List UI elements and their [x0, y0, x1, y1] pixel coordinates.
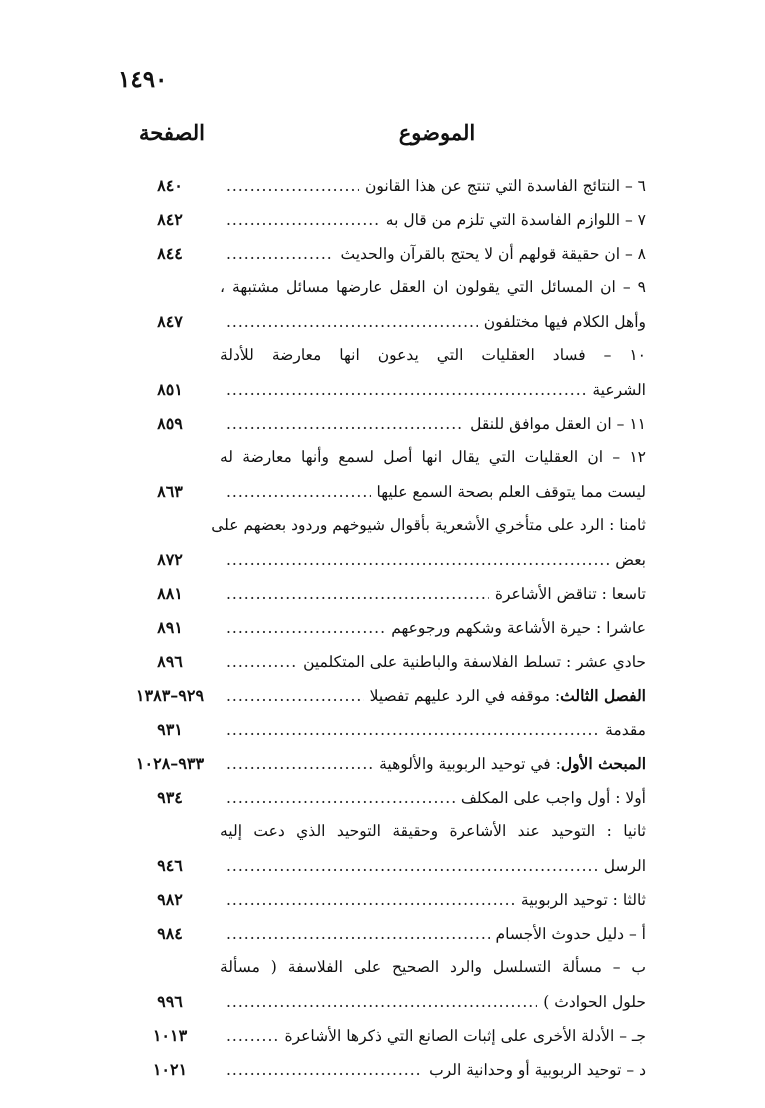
dot-leader: [226, 483, 371, 501]
toc-entry-page: ٩٤٦: [157, 856, 183, 875]
toc-entry-title: وأهل الكلام فيها مختلفون: [483, 313, 646, 331]
toc-entry-title: ليست مما يتوقف العلم بصحة السمع عليها: [376, 483, 646, 501]
toc-entry-page: ٩٣٤: [157, 788, 183, 807]
toc-entry-page: ٩٣٣–١٠٢٨: [135, 754, 205, 773]
toc-entry-title: مقدمة: [605, 721, 646, 739]
toc-entry: [120, 992, 646, 1026]
toc-entry-title: حادي عشر : تسلط الفلاسفة والباطنية على المتكلمين: [303, 653, 646, 671]
toc-entry-page: ٨٤٢: [157, 210, 183, 229]
dot-leader: [226, 925, 490, 943]
toc-entry-title: حلول الحوادث ): [543, 993, 646, 1011]
dot-leader: [226, 313, 478, 331]
toc-entry-title: ١٠ – فساد العقليات التي يدعون انها معارضة للأدلة: [220, 346, 646, 364]
dot-leader: [226, 551, 609, 569]
page-number: ١٤٩٠: [118, 66, 168, 93]
dot-leader: [226, 245, 334, 263]
toc-entry-title: ثالثا : توحيد الربوبية: [520, 891, 646, 909]
toc-entry-title: ثانيا : التوحيد عند الأشاعرة وحقيقة التوحيد الذي دعت إليه: [220, 822, 646, 840]
toc-entry-page: ٨٩٦: [157, 652, 183, 671]
toc-entry: [120, 958, 646, 992]
toc-entry-title: ٨ – ان حقيقة قولهم أن لا يحتج بالقرآن والحديث: [340, 245, 646, 263]
toc-entry-title: أ – دليل حدوث الأجسام: [495, 925, 646, 943]
toc-entry-page: ٩٣١: [157, 720, 183, 739]
toc-entry-title: د – توحيد الربوبية أو وحدانية الرب: [429, 1061, 646, 1079]
toc-entry-title: : في توحيد الربوبية والألوهية: [379, 755, 561, 773]
toc-entry-page: ١٠٢١: [152, 1060, 188, 1079]
toc-entry: [120, 720, 646, 754]
toc-entry: [120, 278, 646, 312]
toc-entry: [120, 210, 646, 244]
toc-entry-title: : موقفه في الرد عليهم تفصيلا: [369, 687, 561, 705]
dot-leader: [226, 687, 364, 705]
dot-leader: [226, 653, 297, 671]
toc-entry-title: ٧ – اللوازم الفاسدة التي تلزم من قال به: [385, 211, 646, 229]
dot-leader: [226, 211, 380, 229]
dot-leader: [226, 789, 455, 807]
toc-entry-title: ٩ – ان المسائل التي يقولون ان العقل عارضها مسائل مشتبهة ،: [220, 278, 646, 296]
toc-entry: [120, 856, 646, 890]
toc-entry-page: ٩٨٤: [157, 924, 183, 943]
toc-entry-title: الشرعية: [592, 381, 646, 399]
toc-entry-title: جـ – الأدلة الأخرى على إثبات الصانع التي ذكرها الأشاعرة: [284, 1027, 646, 1045]
toc-entry: [120, 754, 646, 788]
toc-entry: [120, 312, 646, 346]
toc-entry: [120, 890, 646, 924]
dot-leader: [226, 993, 537, 1011]
toc-entry-title: تاسعا : تناقض الأشاعرة: [494, 585, 646, 603]
toc-entry: [120, 482, 646, 516]
toc-entry-page: ٨٦٣: [157, 482, 183, 501]
dot-leader: [226, 619, 385, 637]
dot-leader: [226, 891, 515, 909]
dot-leader: [226, 177, 359, 195]
toc-entry: [120, 652, 646, 686]
toc-entry-page: ٨٥٩: [157, 414, 183, 433]
toc-entry-page: ٩٢٩–١٣٨٣: [135, 686, 205, 705]
toc-entry-title: ١٢ – ان العقليات التي يقال انها أصل لسمع وأنها معارضة له: [220, 448, 646, 466]
toc-entry: [120, 346, 646, 380]
toc-entry: [120, 822, 646, 856]
dot-leader: [226, 721, 599, 739]
toc-entry: [120, 788, 646, 822]
dot-leader: [226, 857, 598, 875]
toc-entry-title: ب – مسألة التسلسل والرد الصحيح على الفلاسفة ( مسألة: [220, 958, 646, 976]
toc-entry: [120, 380, 646, 414]
toc-entry-page: ٨٤٧: [157, 312, 183, 331]
toc-entry: [120, 584, 646, 618]
toc-entry-page: ٩٨٢: [157, 890, 183, 909]
toc-entry-title: ١١ – ان العقل موافق للنقل: [470, 415, 646, 433]
toc-entry-page: ٨٤٤: [157, 244, 183, 263]
dot-leader: [226, 1027, 278, 1045]
toc-entry-page: ٨٧٢: [157, 550, 183, 569]
dot-leader: [226, 755, 373, 773]
toc-entry-title: ٦ – النتائج الفاسدة التي تنتج عن هذا القانون: [364, 177, 646, 195]
toc-entry-page: ٩٩٦: [157, 992, 183, 1011]
toc-entry-page: ٨٤٠: [157, 176, 183, 195]
dot-leader: [226, 381, 586, 399]
toc-entry-title: عاشرا : حيرة الأشاعة وشكهم ورجوعهم: [391, 619, 646, 637]
toc-entry: [120, 924, 646, 958]
dot-leader: [226, 585, 489, 603]
toc-entry-title: الرسل: [603, 857, 646, 875]
toc-entry: [120, 448, 646, 482]
toc-entry-heading: المبحث الأول: [560, 754, 646, 773]
toc-entry-page: ٨٥١: [157, 380, 183, 399]
table-of-contents: [120, 176, 646, 1094]
dot-leader: [226, 1061, 423, 1079]
toc-entry-heading: الفصل الثالث: [560, 686, 646, 705]
toc-entry-title: ثامنا : الرد على متأخري الأشعرية بأقوال شيوخهم وردود بعضهم على: [211, 516, 646, 534]
toc-entry: [120, 516, 646, 550]
toc-entry: [120, 1026, 646, 1060]
toc-entry-title: أولا : أول واجب على المكلف: [460, 789, 646, 807]
toc-entry: [120, 1060, 646, 1094]
toc-entry: [120, 414, 646, 448]
toc-entry: [120, 176, 646, 210]
toc-entry-page: ٨٨١: [157, 584, 183, 603]
toc-entry: [120, 550, 646, 584]
topic-column-header: الموضوع: [398, 120, 476, 145]
toc-entry-page: ٨٩١: [157, 618, 183, 637]
toc-entry: [120, 686, 646, 720]
toc-entry-title: بعض: [615, 551, 646, 569]
page-column-header: الصفحة: [139, 120, 205, 145]
toc-entry-page: ١٠١٣: [152, 1026, 188, 1045]
dot-leader: [226, 415, 464, 433]
toc-entry: [120, 244, 646, 278]
toc-entry: [120, 618, 646, 652]
